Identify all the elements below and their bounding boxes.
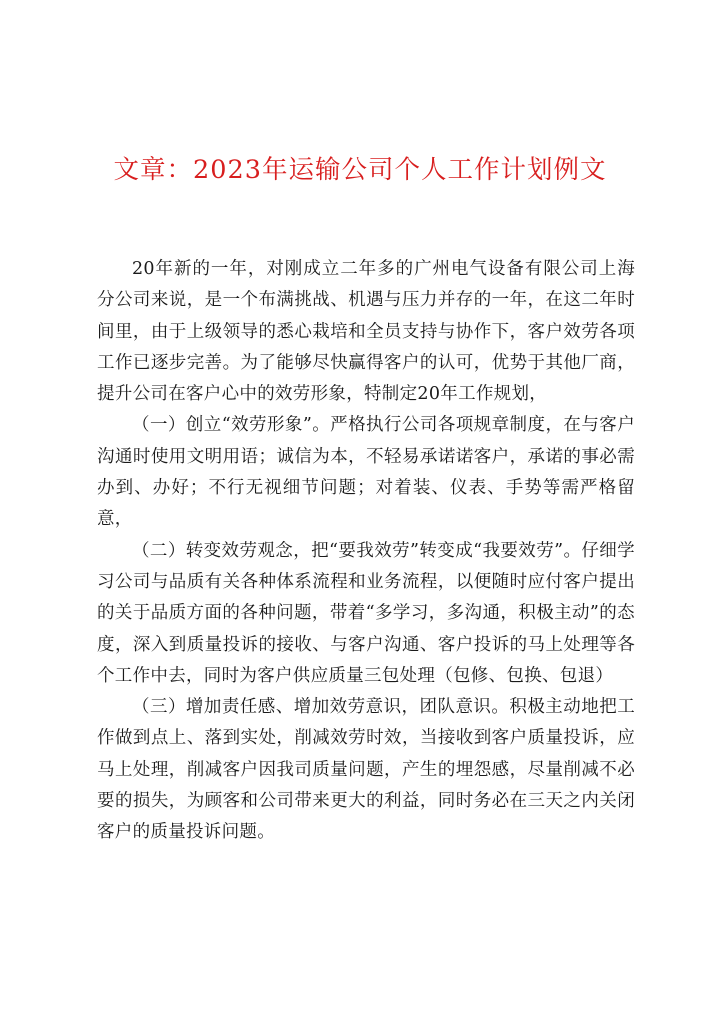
paragraph-section-3: （三）增加责任感、增加效劳意识，团队意识。积极主动地把工作做到点上、落到实处，削减效劳时效，当接收到客户质量投诉，应马上处理，削减客户因我司质量问题，产生的埋怨感，尽量削减不必要的损失，为顾客和公司带来更大的利益，同时务必在三天之内关闭客户的质量投诉问题。 — [97, 697, 635, 843]
paragraph-section-2: （二）转变效劳观念，把“要我效劳”转变成“我要效劳”。仔细学习公司与品质有关各种体系流程和业务流程，以便随时应付客户提出的关于品质方面的各种问题，带着“多学习，多沟通，积极主动”的态度，深入到质量投诉的接收、与客户沟通、客户投诉的马上处理等各个工作中去，同时为客户供应质量三包处理（包修、包换、包退） — [97, 540, 635, 686]
document-body — [97, 254, 635, 849]
document-title: 文章：2023年运输公司个人工作计划例文 — [113, 155, 607, 185]
paragraph-section-1: （一）创立“效劳形象”。严格执行公司各项规章制度，在与客户沟通时使用文明用语；诚信为本，不轻易承诺诺客户，承诺的事必需办到、办好；不行无视细节问题；对着装、仪表、手势等需严格留意， — [97, 415, 635, 530]
paragraph-intro: 20年新的一年，对刚成立二年多的广州电气设备有限公司上海分公司来说，是一个布满挑战、机遇与压力并存的一年，在这二年时间里，由于上级领导的悉心栽培和全员支持与协作下，客户效劳各项工作已逐步完善。为了能够尽快赢得客户的认可，优势于其他厂商，提升公司在客户心中的效劳形象，特制定20年工作规划， — [97, 259, 635, 405]
